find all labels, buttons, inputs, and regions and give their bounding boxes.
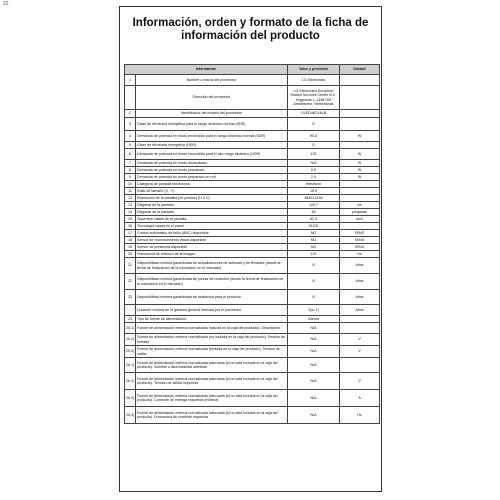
table-row <box>125 181 380 188</box>
row-label: Duración mínima de la garantía general ofrecida por el proveedor <box>136 305 288 316</box>
row-value: televisión <box>288 181 340 188</box>
row-number: 10 <box>125 181 136 188</box>
row-value: NO <box>288 244 340 251</box>
table-row <box>125 251 380 258</box>
row-value: OLED <box>288 223 340 230</box>
row-label: Fuente de alimentación externa normalizada (incluida en la caja del producto). Tensión de salida <box>136 346 288 358</box>
row-number: 2 <box>125 110 136 118</box>
row-label: Fuente de alimentación externa normalizada adecuada (si no está incluida en la caja del producto). Corriente de entrega requerida (mínima) <box>136 390 288 407</box>
row-value: 3840X2160 <box>288 195 340 202</box>
row-label: Demanda de potencia en modo desactivado <box>136 160 288 167</box>
row-label: Diagonal de la pantalla <box>136 209 288 216</box>
row-unit: V <box>340 334 380 346</box>
row-number: 26.4) <box>125 407 136 424</box>
row-unit: W <box>340 149 380 160</box>
product-info-table <box>124 64 380 424</box>
row-value: 133 <box>288 149 340 160</box>
table-row <box>125 202 380 209</box>
row-unit <box>340 75 380 86</box>
row-label: Demanda de potencia en modo preparado <box>136 167 288 174</box>
row-label: Sensor de presencia disponible <box>136 244 288 251</box>
row-number <box>125 305 136 316</box>
row-label: Superficie visible de la pantalla <box>136 216 288 223</box>
row-number: 19 <box>125 244 136 251</box>
row-value: LG Electronics European Shared Services Center B.V., Krijgsman 1, 1186 DM Amstelveen, Netherlands <box>288 86 340 110</box>
row-unit: SÍ/NO <box>340 244 380 251</box>
row-label: Disponibilidad mínima garantizada de actualizaciones de software y de firmware (desde la fecha de finalización de la colocación en el mercado) <box>136 258 288 274</box>
row-unit <box>340 316 380 323</box>
table-row <box>125 216 380 223</box>
table-row <box>125 223 380 230</box>
table-row <box>125 358 380 373</box>
table-row <box>125 160 380 167</box>
row-unit <box>340 195 380 202</box>
row-value: 120,7 <box>288 202 340 209</box>
table-row <box>125 86 380 110</box>
row-number: 9 <box>125 174 136 181</box>
row-value: N/A <box>288 358 340 373</box>
row-unit: SÍ/NO <box>340 237 380 244</box>
row-value: N/A <box>288 160 340 167</box>
row-label: Disponibilidad mínima garantizada de piezas de recambio (desde la fecha de finalización de la colocación en el mercado) <box>136 274 288 290</box>
row-label: Fuente de alimentación externa normalizada incluida en la caja del producto). Descripción <box>136 323 288 334</box>
row-unit: A <box>340 390 380 407</box>
row-label: Nombre o marca del proveedor <box>136 75 288 86</box>
row-value: 120 <box>288 251 340 258</box>
row-unit <box>340 142 380 149</box>
row-label: Frecuencia de refresco de la imagen <box>136 251 288 258</box>
row-value: NO <box>288 237 340 244</box>
row-value: N/A <box>288 390 340 407</box>
row-number: 11 <box>125 188 136 195</box>
row-unit: W <box>340 160 380 167</box>
row-label: Demanda de potencia en modo encendido para el alto rango dinámico (HDR) <box>136 149 288 160</box>
table-row <box>125 244 380 251</box>
row-label: Fuente de alimentación externa normalizada adecuada (si no está incluida en la caja del producto). Nombre o lista estándar admitida <box>136 358 288 373</box>
row-unit: Años <box>340 274 380 290</box>
row-value: 8 <box>288 274 340 290</box>
table-row <box>125 373 380 390</box>
row-number: 20 <box>125 251 136 258</box>
row-unit <box>340 223 380 230</box>
title-line-2: información del producto <box>181 30 320 42</box>
table-row <box>125 258 380 274</box>
row-label: Disponibilidad mínima garantizada de asistencia para el producto <box>136 290 288 305</box>
row-number: 14 <box>125 209 136 216</box>
table-row <box>125 290 380 305</box>
header-info: Información <box>125 65 288 75</box>
table-row <box>125 316 380 323</box>
row-value: OLED48CX6LB <box>288 110 340 118</box>
table-row <box>125 346 380 358</box>
table-row <box>125 323 380 334</box>
table-row <box>125 118 380 131</box>
row-number: 25.1) <box>125 323 136 334</box>
row-number: 7 <box>125 160 136 167</box>
row-unit: pulgadas <box>340 209 380 216</box>
row-number: 24 <box>125 316 136 323</box>
row-label: Categoría de pantalla electrónica <box>136 181 288 188</box>
row-number: 6 <box>125 149 136 160</box>
row-value: Interna <box>288 316 340 323</box>
table-row <box>125 209 380 216</box>
row-unit: W <box>340 167 380 174</box>
table-row <box>125 142 380 149</box>
row-unit: Hz <box>340 407 380 424</box>
table-row <box>125 131 380 142</box>
table-row <box>125 407 380 424</box>
table-row <box>125 230 380 237</box>
table-row <box>125 237 380 244</box>
row-value: N/A <box>288 346 340 358</box>
row-label: Demanda de potencia en modo encendido para el rango dinámico normal (SDR) <box>136 131 288 142</box>
row-unit: V <box>340 373 380 390</box>
row-value: NO <box>288 230 340 237</box>
row-value: 16:9 <box>288 188 340 195</box>
row-value: 2(or 1) <box>288 305 340 316</box>
row-unit: W <box>340 131 380 142</box>
row-value: 8 <box>288 258 340 274</box>
row-unit <box>340 86 380 110</box>
row-label: Fuente de alimentación externa normalizada adecuada (si no está incluida en la caja del producto). Frecuencia de corriente requerida <box>136 407 288 424</box>
row-number: 18 <box>125 237 136 244</box>
table-row <box>125 174 380 181</box>
table-row <box>125 195 380 202</box>
row-value: N/A <box>288 323 340 334</box>
table-body <box>125 75 380 424</box>
table-row <box>125 274 380 290</box>
row-value: N/A <box>288 334 340 346</box>
row-value: 90,8 <box>288 131 340 142</box>
row-number: 26.3) <box>125 390 136 407</box>
row-unit: V <box>340 346 380 358</box>
row-number: 17 <box>125 230 136 237</box>
row-number: 15 <box>125 216 136 223</box>
row-label: Sensor de reconocimiento visual disponible <box>136 237 288 244</box>
row-unit: Años <box>340 258 380 274</box>
row-label: Clase de eficiencia energética (HDR) <box>136 142 288 149</box>
table-row <box>125 188 380 195</box>
row-label: Ratio de tamaño (X : Y) <box>136 188 288 195</box>
row-number: 12 <box>125 195 136 202</box>
sheet-title <box>120 17 381 43</box>
row-label: Tecnología usada en el panel <box>136 223 288 230</box>
row-number: 25.3) <box>125 346 136 358</box>
row-unit <box>340 188 380 195</box>
row-number: 25.2) <box>125 334 136 346</box>
row-label: Control automático de brillo (ABC) disponible <box>136 230 288 237</box>
row-unit <box>340 118 380 131</box>
row-unit: SÍ/NO <box>340 230 380 237</box>
row-unit: dm2 <box>340 216 380 223</box>
row-value: 2,0 <box>288 174 340 181</box>
row-number: 3 <box>125 118 136 131</box>
row-label: Fuente de alimentación externa normalizada adecuada (si no está incluida en la caja del producto). Tensión de salida requerida <box>136 373 288 390</box>
row-number: 1 <box>125 75 136 86</box>
row-label: Tipo de fuente de alimentación: <box>136 316 288 323</box>
row-value: 0,5 <box>288 167 340 174</box>
row-value: G <box>288 142 340 149</box>
row-number: 26.2) <box>125 373 136 390</box>
table-row <box>125 305 380 316</box>
row-unit: cm <box>340 202 380 209</box>
row-label: Resolución de la pantalla (en píxeles) (H X V) <box>136 195 288 202</box>
row-number: 16 <box>125 223 136 230</box>
row-number: 21 <box>125 258 136 274</box>
row-value: N/A <box>288 407 340 424</box>
row-value: 8 <box>288 290 340 305</box>
row-label: Identificador del modelo del proveedor <box>136 110 288 118</box>
row-unit: Años <box>340 290 380 305</box>
row-label: Demanda de potencia en modo preparado en red <box>136 174 288 181</box>
table-row <box>125 75 380 86</box>
page-number: 22 <box>3 1 9 7</box>
row-number: 8 <box>125 167 136 174</box>
row-number: 23 <box>125 290 136 305</box>
title-line-1: Información, orden y formato de la ficha de <box>132 17 369 29</box>
row-number <box>125 86 136 110</box>
row-unit <box>340 110 380 118</box>
table-row <box>125 149 380 160</box>
row-value: 62,3 <box>288 216 340 223</box>
row-number: 26.1) <box>125 358 136 373</box>
row-label: Diagonal de la pantalla <box>136 202 288 209</box>
product-information-sheet <box>119 6 382 492</box>
row-value: 48 <box>288 209 340 216</box>
row-unit <box>340 323 380 334</box>
row-value: LG Electronics <box>288 75 340 86</box>
table-row <box>125 167 380 174</box>
row-unit: Años <box>340 305 380 316</box>
table-row <box>125 390 380 407</box>
row-unit: Hz <box>340 251 380 258</box>
row-unit <box>340 181 380 188</box>
row-value: G <box>288 118 340 131</box>
table-row <box>125 110 380 118</box>
row-number: 5 <box>125 142 136 149</box>
table-header-row <box>125 65 380 75</box>
header-unit: Unidad <box>340 65 380 75</box>
row-label: Dirección del proveedor <box>136 86 288 110</box>
row-number: 4 <box>125 131 136 142</box>
row-value: N/A <box>288 373 340 390</box>
row-label: Fuente de alimentación externa normalizada (no incluida en la caja del producto). Tensión de entrada <box>136 334 288 346</box>
row-unit <box>340 358 380 373</box>
row-label: Clase de eficiencia energética para el rango dinámico normal (SDR) <box>136 118 288 131</box>
table-row <box>125 334 380 346</box>
row-number: 22 <box>125 274 136 290</box>
header-value: Valor y precisión <box>288 65 340 75</box>
row-number: 13 <box>125 202 136 209</box>
row-unit: W <box>340 174 380 181</box>
